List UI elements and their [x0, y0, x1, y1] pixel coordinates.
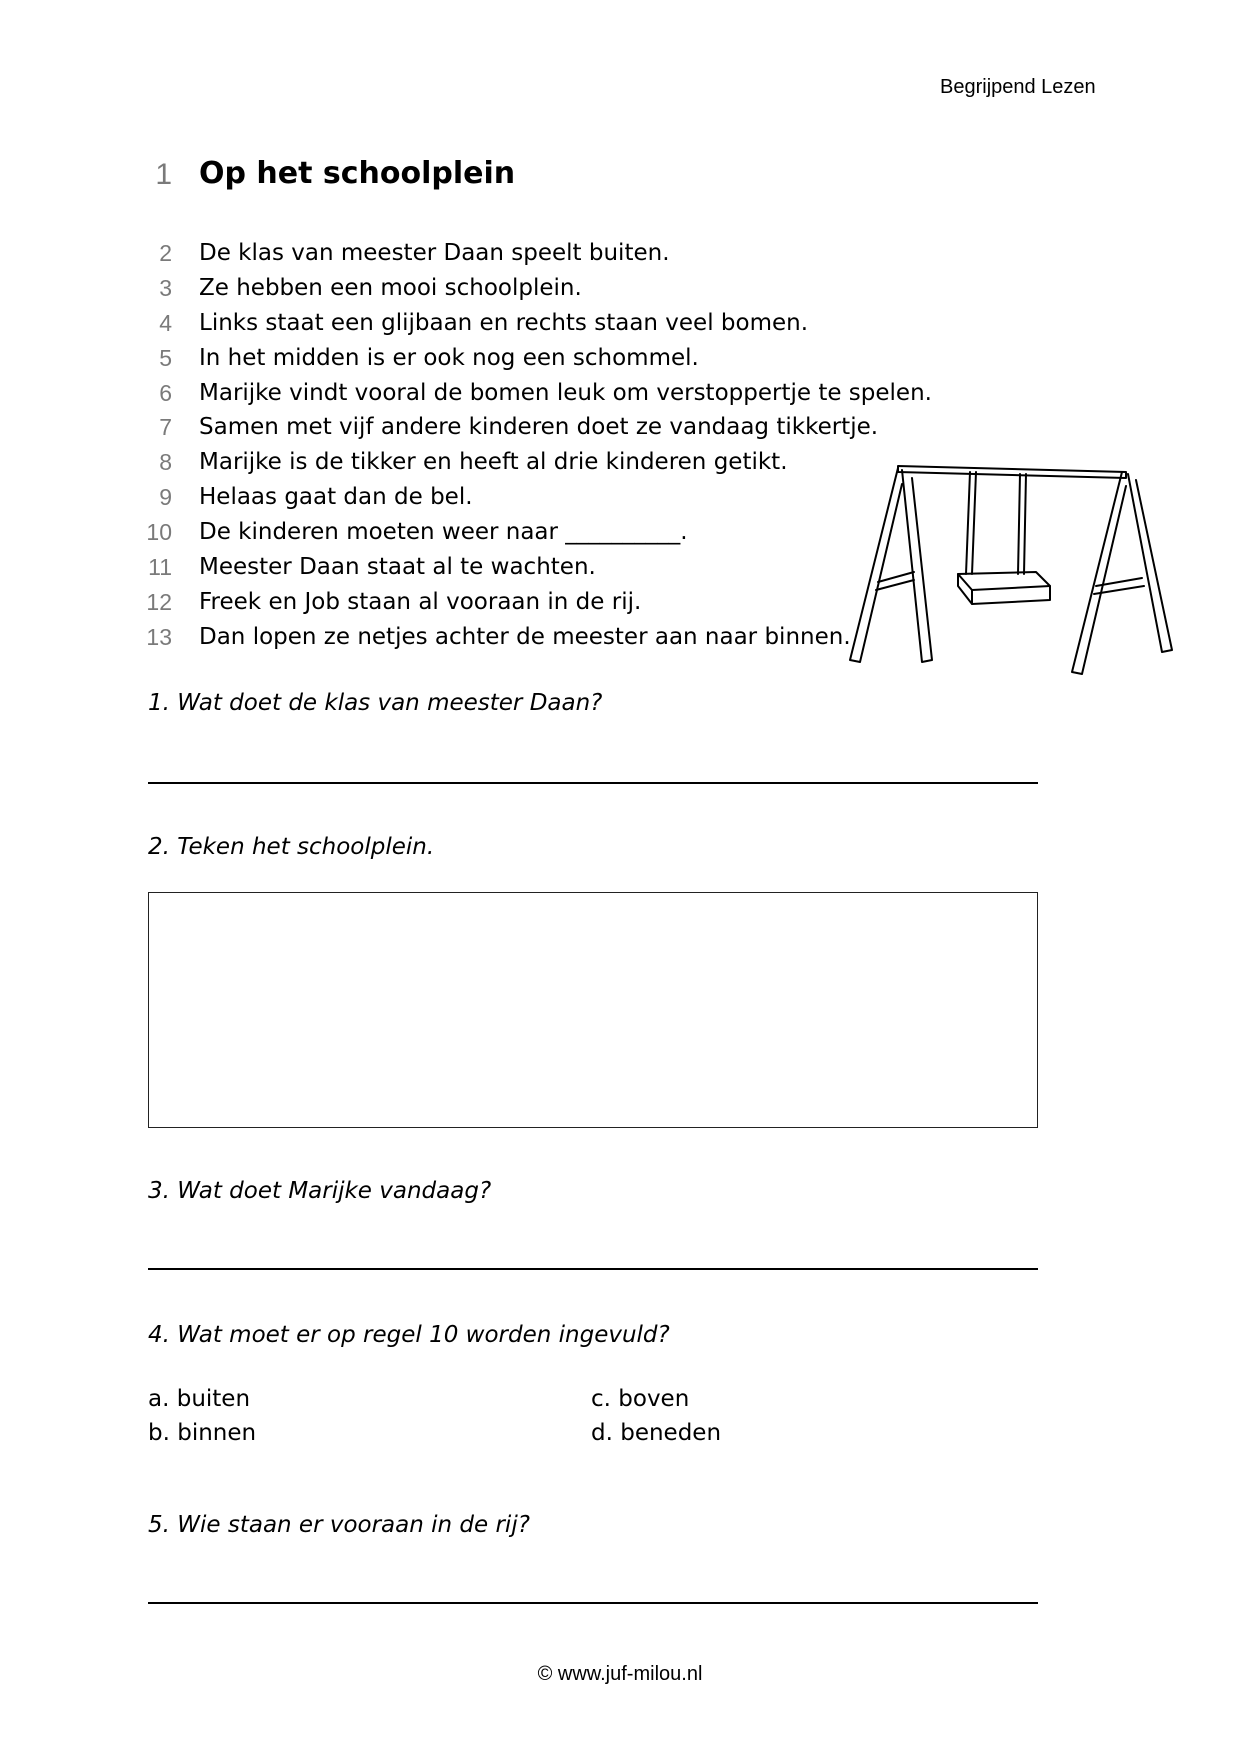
option-b[interactable]: b. binnen — [148, 1420, 257, 1446]
story-line-number: 6 — [159, 380, 172, 406]
story-line: Freek en Job staan al vooraan in de rij. — [199, 589, 642, 615]
option-d[interactable]: d. beneden — [591, 1420, 722, 1446]
story-line-number: 13 — [146, 624, 172, 650]
story-line: Helaas gaat dan de bel. — [199, 484, 473, 510]
story-line-number: 5 — [159, 345, 172, 371]
page-title: Op het schoolplein — [199, 156, 516, 191]
story-line-number: 2 — [159, 240, 172, 266]
question-4: 4. Wat moet er op regel 10 worden ingevuld? — [148, 1322, 670, 1348]
story-line: Dan lopen ze netjes achter de meester aan naar binnen. — [199, 624, 851, 650]
story-line-number: 3 — [159, 275, 172, 301]
question-2: 2. Teken het schoolplein. — [148, 834, 435, 860]
story-line: De kinderen moeten weer naar __________. — [199, 519, 688, 545]
answer-line-3[interactable] — [148, 1268, 1038, 1270]
story-line: Marijke is de tikker en heeft al drie kinderen getikt. — [199, 449, 788, 475]
drawing-box[interactable] — [148, 892, 1038, 1128]
story-line: Ze hebben een mooi schoolplein. — [199, 275, 582, 301]
answer-line-1[interactable] — [148, 782, 1038, 784]
page-header: Begrijpend Lezen — [940, 76, 1096, 98]
answer-line-5[interactable] — [148, 1602, 1038, 1604]
swing-icon — [846, 456, 1176, 678]
story-line: In het midden is er ook nog een schommel. — [199, 345, 699, 371]
story-line: Links staat een glijbaan en rechts staan veel bomen. — [199, 310, 809, 336]
story-line-number: 8 — [159, 449, 172, 475]
question-3: 3. Wat doet Marijke vandaag? — [148, 1178, 492, 1204]
footer-copyright: © www.juf-milou.nl — [537, 1663, 703, 1685]
story-line: Meester Daan staat al te wachten. — [199, 554, 596, 580]
question-5: 5. Wie staan er vooraan in de rij? — [148, 1512, 530, 1538]
story-line-number: 12 — [146, 589, 172, 615]
title-line-number: 1 — [155, 158, 172, 191]
option-c[interactable]: c. boven — [591, 1386, 690, 1412]
story-line: Marijke vindt vooral de bomen leuk om verstoppertje te spelen. — [199, 380, 932, 406]
story-line-number: 4 — [159, 310, 172, 336]
story-line: Samen met vijf andere kinderen doet ze vandaag tikkertje. — [199, 414, 879, 440]
question-1: 1. Wat doet de klas van meester Daan? — [148, 690, 603, 716]
story-line-number: 9 — [159, 484, 172, 510]
story-line-number: 11 — [148, 554, 172, 580]
story-line-number: 7 — [159, 414, 172, 440]
story-line: De klas van meester Daan speelt buiten. — [199, 240, 670, 266]
story-line-number: 10 — [146, 519, 172, 545]
option-a[interactable]: a. buiten — [148, 1386, 251, 1412]
